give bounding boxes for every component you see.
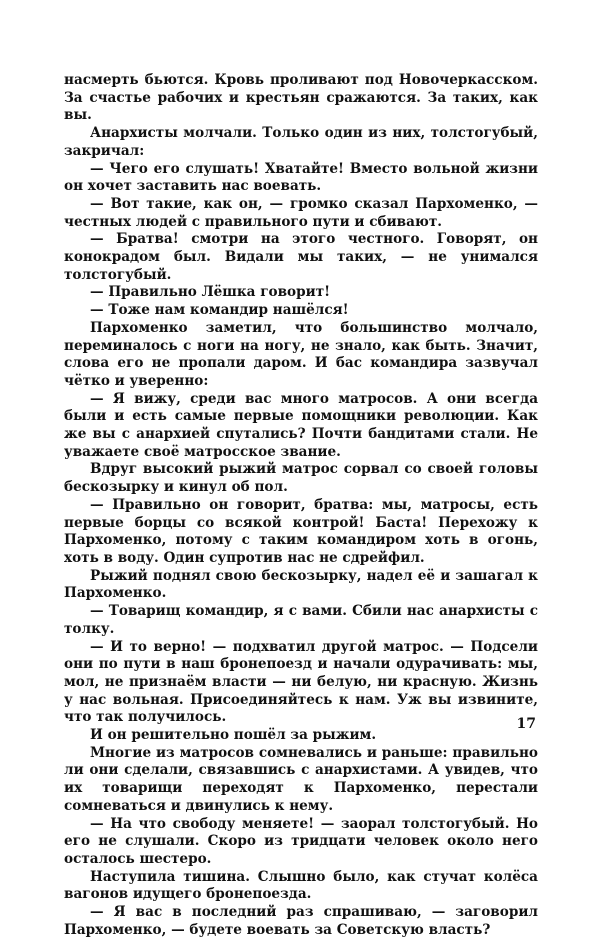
page-text <box>64 72 538 939</box>
paragraph: Рыжий поднял свою бескозырку, надел её и зашагал к Пархоменко. <box>64 567 538 602</box>
paragraph: Анархисты молчали. Только один из них, толстогубый, закричал: <box>64 125 538 159</box>
paragraph: Пархоменко заметил, что большинство молчало, переминалось с ноги на ногу, не знало, как быть. Значит, слова его не пропали даром. И бас командира зазвучал чётко и уверенно: <box>64 319 538 389</box>
paragraph: насмерть бьются. Кровь проливают под Новочеркасском. За счастье рабочих и крестьян сражаются. За таких, как вы. <box>64 72 538 124</box>
paragraph: — И то верно! — подхватил другой матрос. — Подсели они по пути в наш бронепоезд и начали одурачивать: мы, мол, не признаём власти — ни белую, ни красную. Жизнь у нас вольная. Присоединяйтесь к нам. Уж вы извините, что так получилось. <box>64 638 538 726</box>
paragraph: — Я вас в последний раз спрашиваю, — заговорил Пархоменко, — будете воевать за Советскую власть? <box>64 904 538 938</box>
paragraph: — Товарищ командир, я с вами. Сбили нас анархисты с толку. <box>64 603 538 637</box>
page-number: 17 <box>516 716 536 732</box>
paragraph: — Вот такие, как он, — громко сказал Пархоменко, — честных людей с правильного пути и сбивают. <box>64 195 538 230</box>
paragraph: — Я вижу, среди вас много матросов. А они всегда были и есть самые первые помощники революции. Как же вы с анархией спутались? Почти бандитами стали. Не уважаете своё матросское звание. <box>64 390 538 460</box>
paragraph: И он решительно пошёл за рыжим. <box>90 727 377 744</box>
paragraph: Многие из матросов сомневались и раньше: правильно ли они сделали, связавшись с анархистами. А увидев, что их товарищи переходят к Пархоменко, перестали сомневаться и двинулись к нему. <box>64 744 538 814</box>
paragraph: Наступила тишина. Слышно было, как стучат колёса вагонов идущего бронепоезда. <box>64 868 538 903</box>
paragraph: — На что свободу меняете! — заорал толстогубый. Но его не слушали. Скоро из тридцати человек около него осталось шестеро. <box>64 815 538 867</box>
paragraph: — Чего его слушать! Хватайте! Вместо вольной жизни он хочет заставить нас воевать. <box>64 160 538 195</box>
paragraph: — Правильно он говорит, братва: мы, матросы, есть первые борцы со всякой контрой! Баста! Перехожу к Пархоменко, потому с таким командиром хоть в огонь, хоть в воду. Один супротив нас не сдрейфил. <box>64 496 538 566</box>
paragraph: — Тоже нам командир нашёлся! <box>90 302 349 319</box>
paragraph: — Братва! смотри на этого честного. Говорят, он конокрадом был. Видали мы таких, — не унимался толстогубый. <box>64 231 538 283</box>
paragraph: Вдруг высокий рыжий матрос сорвал со своей головы бескозырку и кинул об пол. <box>64 461 538 496</box>
paragraph: — Правильно Лёшка говорит! <box>90 284 331 301</box>
